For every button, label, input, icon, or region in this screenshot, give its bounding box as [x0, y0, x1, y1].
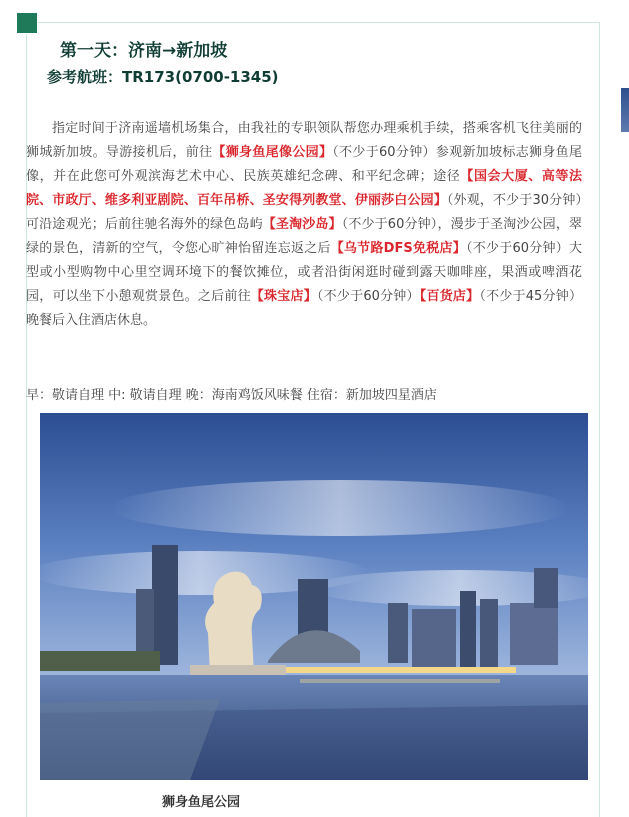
frame-right-border	[599, 22, 600, 817]
description-text-1: 指定时间于济南遥墙机场集合，由我社的专职领队帮您办理乘机手续，搭乘客机飞往美丽的狮城新加坡。导游接机后，前往	[26, 121, 582, 160]
highlight-sentosa: 【圣淘沙岛】	[262, 217, 342, 232]
meals-and-accommodation: 早：敬请自理 中: 敬请自理 晚：海南鸡饭风味餐 住宿：新加坡四星酒店	[26, 388, 437, 403]
highlight-department-store: 【百货店】	[419, 289, 480, 304]
day-title: 第一天：济南→新加坡	[60, 41, 228, 61]
highlight-dfs: 【乌节路DFS免税店】	[330, 241, 466, 256]
highlight-merlion-park: 【狮身鱼尾像公园】	[212, 145, 333, 160]
description-text-7: （不少于45分钟）晚餐后入住酒店休息。	[26, 289, 582, 328]
highlight-landmarks: 【国会大厦、高等法院、市政厅、维多利亚剧院、百年吊桥、圣安得列教堂、伊丽莎白公园】	[26, 169, 582, 208]
adjacent-image-edge	[621, 88, 629, 132]
highlight-jewelry-store: 【珠宝店】	[250, 289, 317, 304]
merlion-park-photo	[40, 413, 588, 780]
description-text-2: （不少于60分钟）参观新加坡标志狮身鱼尾像，并在此您可外观滨海艺术中心、民族英雄纪念碑、和平纪念碑；途径	[26, 145, 582, 184]
description-text-5: （不少于60分钟）大型或小型购物中心里空调环境下的餐饮摊位，或者沿街闲逛时碰到露天咖啡座，果酒或啤酒花园，可以坐下小憩观赏景色。之后前往	[26, 241, 582, 304]
frame-top-border	[38, 22, 600, 23]
description-text-6: （不少于60分钟）	[316, 289, 420, 304]
section-corner-marker	[17, 13, 37, 33]
description-text-4: （不少于60分钟），漫步于圣淘沙公园，翠绿的景色，清新的空气，令您心旷神怡留连忘返之后	[26, 217, 582, 256]
reference-flight: 参考航班：TR173(0700-1345)	[47, 68, 279, 86]
itinerary-description	[26, 117, 582, 333]
photo-caption: 狮身鱼尾公园	[162, 795, 241, 810]
description-text-3: （外观，不少于30分钟）可沿途观光；后前往驰名海外的绿色岛屿	[26, 193, 582, 232]
